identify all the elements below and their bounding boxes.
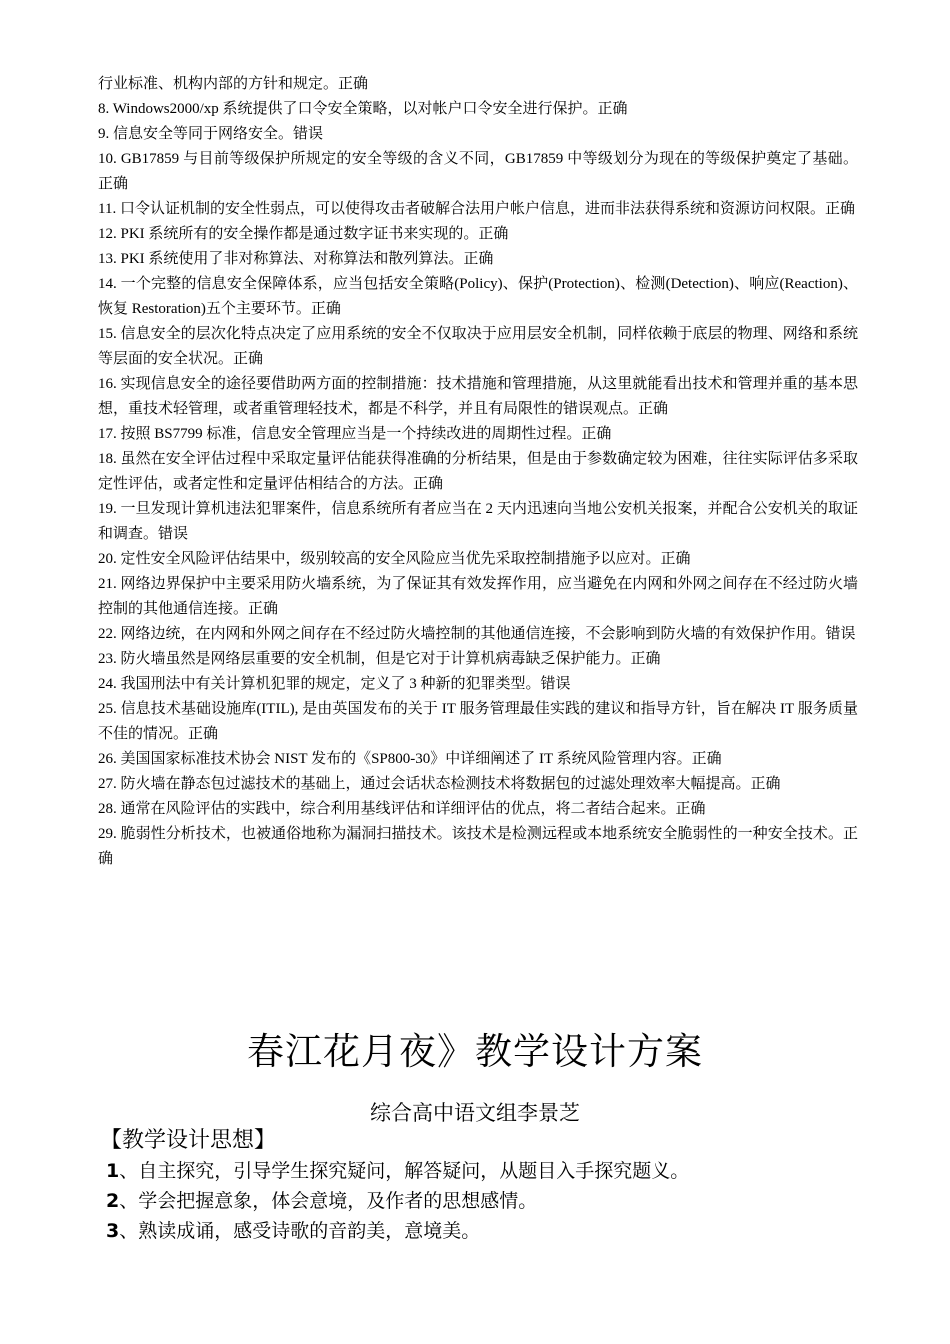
point-text: 、自主探究，引导学生探究疑问，解答疑问，从题目入手探究题义。 xyxy=(119,1160,690,1182)
question-item: 20. 定性安全风险评估结果中，级别较高的安全风险应当优先采取控制措施予以应对。正确 xyxy=(98,551,691,567)
lesson-author: 综合高中语文组李景芝 xyxy=(370,1101,580,1125)
question-item: 29. 脆弱性分析技术，也被通俗地称为漏洞扫描技术。该技术是检测远程或本地系统安全脆弱性的一种安全技术。正确 xyxy=(98,826,858,867)
question-item: 18. 虽然在安全评估过程中采取定量评估能获得准确的分析结果，但是由于参数确定较为困难，往往实际评估多采取定性评估，或者定性和定量评估相结合的方法。正确 xyxy=(98,451,858,492)
question-item: 19. 一旦发现计算机违法犯罪案件，信息系统所有者应当在 2 天内迅速向当地公安机关报案，并配合公安机关的取证和调查。错误 xyxy=(98,501,858,542)
question-item: 22. 网络边统，在内网和外网之间存在不经过防火墙控制的其他通信连接，不会影响到防火墙的有效保护作用。错误 xyxy=(98,626,856,642)
section-heading: 【教学设计思想】 xyxy=(100,1128,277,1153)
design-point xyxy=(106,1186,866,1216)
point-number: 3 xyxy=(106,1220,120,1242)
question-item: 12. PKI 系统所有的安全操作都是通过数字证书来实现的。正确 xyxy=(98,226,509,242)
question-item: 行业标准、机构内部的方针和规定。正确 xyxy=(98,76,369,92)
question-item: 27. 防火墙在静态包过滤技术的基础上，通过会话状态检测技术将数据包的过滤处理效率大幅提高。正确 xyxy=(98,776,781,792)
point-number: 2 xyxy=(106,1190,120,1212)
question-item: 15. 信息安全的层次化特点决定了应用系统的安全不仅取决于应用层安全机制，同样依赖于底层的物理、网络和系统等层面的安全状况。正确 xyxy=(98,326,858,367)
point-text: 、学会把握意象，体会意境，及作者的思想感情。 xyxy=(119,1190,538,1212)
question-item: 8. Windows2000/xp 系统提供了口令安全策略，以对帐户口令安全进行保护。正确 xyxy=(98,101,628,117)
question-item: 24. 我国刑法中有关计算机犯罪的规定，定义了 3 种新的犯罪类型。错误 xyxy=(98,676,571,692)
question-item: 13. PKI 系统使用了非对称算法、对称算法和散列算法。正确 xyxy=(98,251,494,267)
design-point xyxy=(106,1156,866,1186)
question-item: 9. 信息安全等同于网络安全。错误 xyxy=(98,126,324,142)
point-number: 1 xyxy=(106,1160,120,1182)
question-item: 21. 网络边界保护中主要采用防火墙系统，为了保证其有效发挥作用，应当避免在内网和外网之间存在不经过防火墙控制的其他通信连接。正确 xyxy=(98,576,858,617)
question-item: 16. 实现信息安全的途径要借助两方面的控制措施：技术措施和管理措施，从这里就能看出技术和管理并重的基本思想，重技术轻管理，或者重管理轻技术，都是不科学，并且有局限性的错误观点。正确 xyxy=(98,376,858,417)
question-item: 26. 美国国家标准技术协会 NIST 发布的《SP800-30》中详细阐述了 IT 系统风险管理内容。正确 xyxy=(98,751,722,767)
question-item: 23. 防火墙虽然是网络层重要的安全机制，但是它对于计算机病毒缺乏保护能力。正确 xyxy=(98,651,661,667)
question-list xyxy=(98,72,858,872)
question-item: 28. 通常在风险评估的实践中，综合利用基线评估和详细评估的优点，将二者结合起来。正确 xyxy=(98,801,706,817)
design-points xyxy=(106,1156,866,1246)
design-point xyxy=(106,1216,866,1246)
question-item: 11. 口令认证机制的安全性弱点，可以使得攻击者破解合法用户帐户信息，进而非法获得系统和资源访问权限。正确 xyxy=(98,201,855,217)
question-item: 17. 按照 BS7799 标准，信息安全管理应当是一个持续改进的周期性过程。正确 xyxy=(98,426,612,442)
question-item: 10. GB17859 与目前等级保护所规定的安全等级的含义不同，GB17859 中等级划分为现在的等级保护奠定了基础。正确 xyxy=(98,151,858,192)
question-item: 14. 一个完整的信息安全保障体系，应当包括安全策略(Policy)、保护(Protection)、检测(Detection)、响应(Reaction)、恢复 Restoration)五个主要环节。正确 xyxy=(98,276,858,317)
question-item: 25. 信息技术基础设施库(ITIL), 是由英国发布的关于 IT 服务管理最佳实践的建议和指导方针，旨在解决 IT 服务质量不佳的情况。正确 xyxy=(98,701,858,742)
lesson-title: 春江花月夜》教学设计方案 xyxy=(247,1030,703,1073)
point-text: 、熟读成诵，感受诗歌的音韵美，意境美。 xyxy=(119,1220,481,1242)
